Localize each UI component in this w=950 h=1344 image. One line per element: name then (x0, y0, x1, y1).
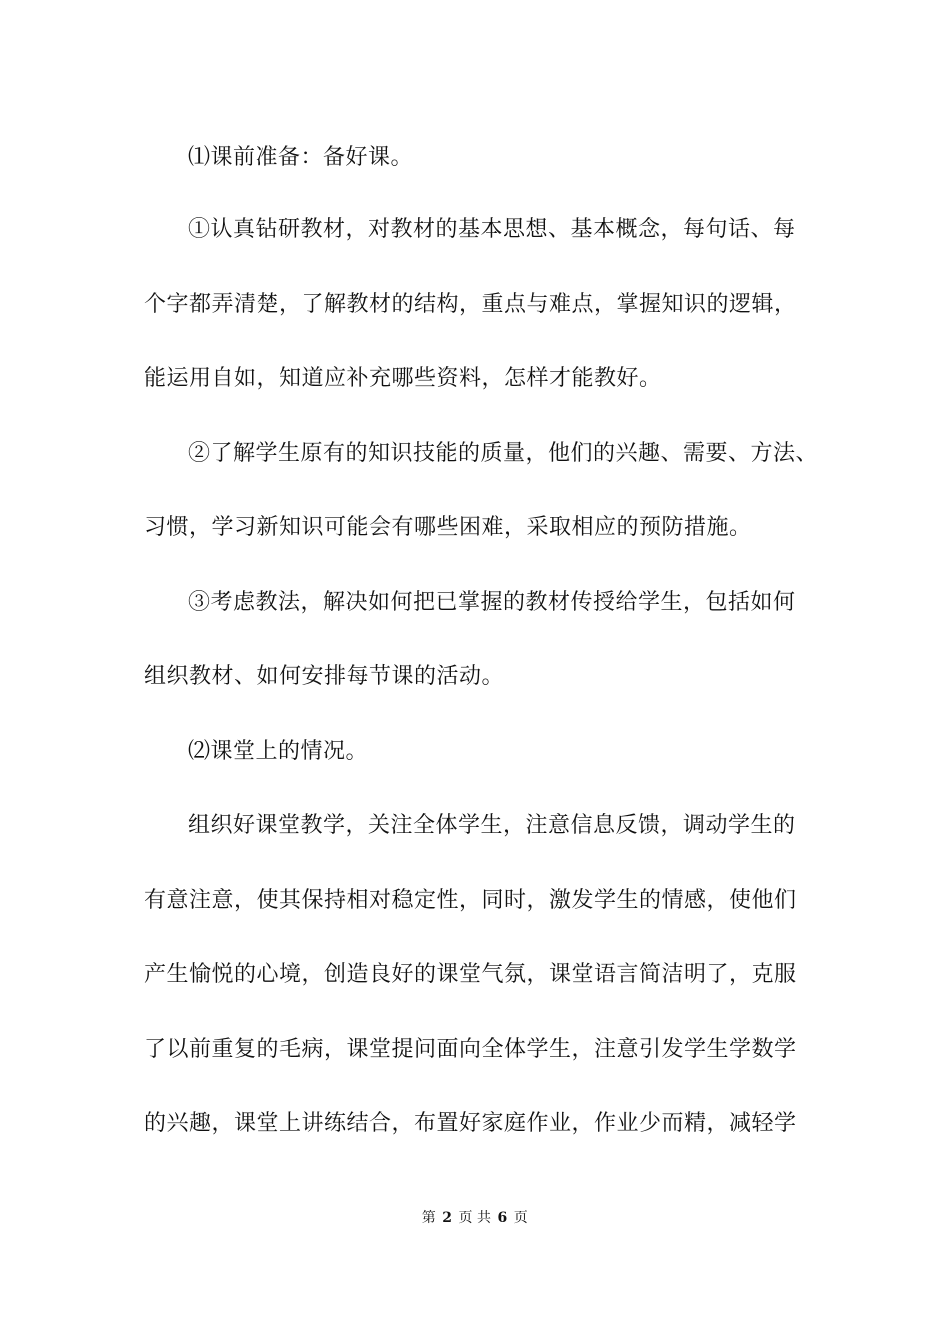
paragraph-line: ③考虑教法，解决如何把已掌握的教材传授给学生，包括如何 (188, 590, 796, 615)
footer-middle1: 页 (458, 1210, 473, 1226)
paragraph-line: 习惯，学习新知识可能会有哪些困难，采取相应的预防措施。 (144, 515, 752, 540)
footer-total-pages: 6 (497, 1210, 508, 1226)
paragraph-line: 能运用自如，知道应补充哪些资料，怎样才能教好。 (144, 366, 662, 391)
paragraph-line: 个字都弄清楚，了解教材的结构，重点与难点，掌握知识的逻辑， (144, 292, 797, 317)
paragraph-line: 有意注意，使其保持相对稳定性，同时，激发学生的情感，使他们 (144, 888, 797, 913)
footer-page-number: 2 (442, 1210, 453, 1226)
section-heading-classroom: ⑵课堂上的情况。 (188, 739, 369, 764)
paragraph-line: 组织教材、如何安排每节课的活动。 (144, 664, 505, 689)
paragraph-line: 的兴趣，课堂上讲练结合，布置好家庭作业，作业少而精，减轻学 (144, 1111, 797, 1136)
paragraph-line: ②了解学生原有的知识技能的质量，他们的兴趣、需要、方法、 (188, 441, 819, 466)
paragraph-line: 组织好课堂教学，关注全体学生，注意信息反馈，调动学生的 (188, 813, 796, 838)
page-footer (0, 1208, 950, 1228)
section-heading-preparation: ⑴课前准备：备好课。 (188, 145, 414, 170)
footer-middle2: 共 (477, 1210, 492, 1226)
paragraph-line: 产生愉悦的心境，创造良好的课堂气氛，课堂语言简洁明了，克服 (144, 962, 797, 987)
footer-prefix: 第 (421, 1210, 437, 1226)
paragraph-line: ①认真钻研教材，对教材的基本思想、基本概念，每句话、每 (188, 217, 796, 242)
footer-suffix: 页 (513, 1210, 529, 1226)
paragraph-line: 了以前重复的毛病，课堂提问面向全体学生，注意引发学生学数学 (144, 1037, 797, 1062)
